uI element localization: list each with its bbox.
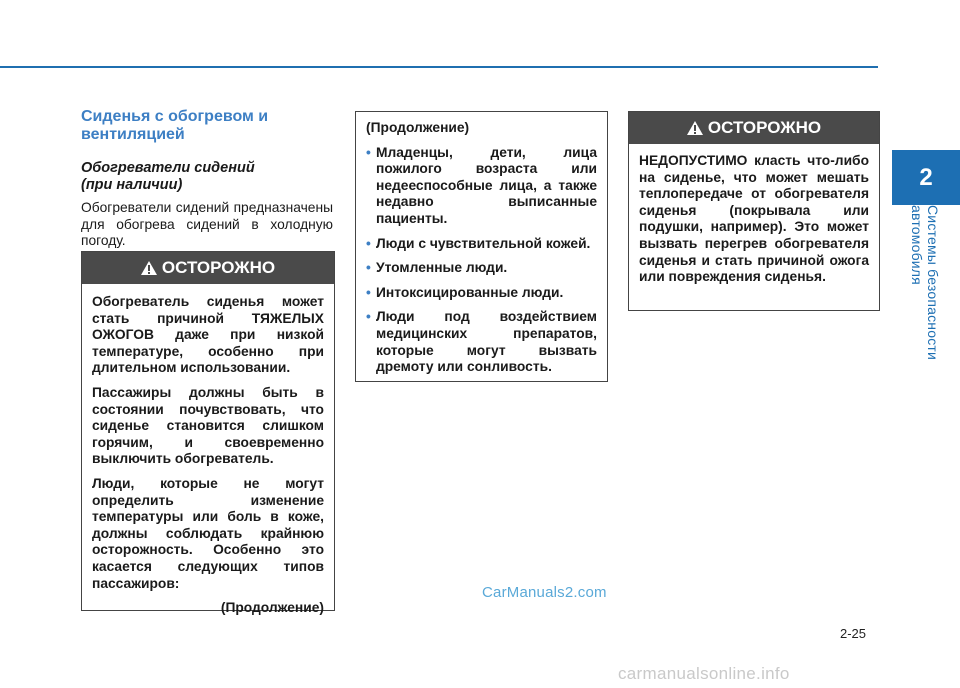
section-body-text: Обогреватели сидений предназначены для обогрева сидений в холодную погоду. <box>81 200 333 248</box>
warning-box-2 <box>628 111 880 311</box>
warning-header-label: ОСТОРОЖНО <box>707 118 822 137</box>
list-item: • Утомленные люди. <box>366 260 508 276</box>
subsection-title-line1: Обогреватели сидений <box>81 160 255 176</box>
page-number: 2-25 <box>840 626 867 641</box>
continued-label: (Продолжение) <box>220 600 324 616</box>
warning-paragraph: Люди, которые не могут определить изменение температуры или боль в коже, должны соблюдать крайнюю осторожность. Особенно это касается следующих типов пассажиров: <box>92 475 324 591</box>
list-item: • Люди под воздействием медицинских препаратов, которые могут вызвать дремоту или сонливость. <box>366 309 597 375</box>
warning-paragraph: НЕДОПУСТИМО класть что-либо на сиденье, что может мешать теплопередаче от обогревателя сиденья (покрывала или подушки, например). Это может вызвать перегрев обогревателя сиденья и стать причиной ожога или повреждения сиденья. <box>639 153 869 285</box>
footer-watermark: carmanualsonline.info <box>618 664 790 683</box>
warning-icon <box>141 261 157 275</box>
warning-header-label: ОСТОРОЖНО <box>161 258 276 277</box>
warning-box-1 <box>81 251 335 616</box>
watermark-link[interactable]: CarManuals2.com <box>482 584 607 601</box>
bullet-icon: • <box>366 235 371 251</box>
bullet-icon: • <box>366 144 371 160</box>
top-rule <box>0 66 878 68</box>
section-column <box>81 108 333 250</box>
warning-box-1-continued <box>355 111 608 382</box>
warning-paragraph: Обогреватель сиденья может стать причиной ТЯЖЕЛЫХ ОЖОГОВ даже при низкой температуре, особенно при длительном использовании. <box>92 294 324 376</box>
warning-header <box>82 252 334 284</box>
chapter-title: Системы безопасности автомобиля <box>909 205 941 361</box>
continued-label: (Продолжение) <box>366 120 470 135</box>
subsection-title-line2: (при наличии) <box>81 177 183 193</box>
warning-paragraph: Пассажиры должны быть в состоянии почувствовать, что сиденье становится слишком горячим, и своевременно выключить обогреватель. <box>92 384 324 467</box>
warning-icon <box>687 121 703 135</box>
bullet-icon: • <box>366 260 371 276</box>
warning-header <box>629 112 879 144</box>
bullet-list <box>366 145 597 376</box>
chapter-number-tab: 2 <box>892 150 960 205</box>
list-item: • Младенцы, дети, лица пожилого возраста или недееспособные лица, а также недавно выписанные пациенты. <box>366 144 597 226</box>
list-item: • Интоксицированные люди. <box>366 284 564 300</box>
bullet-icon: • <box>366 309 371 325</box>
subsection-title <box>81 160 333 194</box>
bullet-icon: • <box>366 284 371 300</box>
list-item: • Люди с чувствительной кожей. <box>366 235 591 251</box>
section-title: Сиденья с обогревом и вентиляцией <box>81 108 269 143</box>
